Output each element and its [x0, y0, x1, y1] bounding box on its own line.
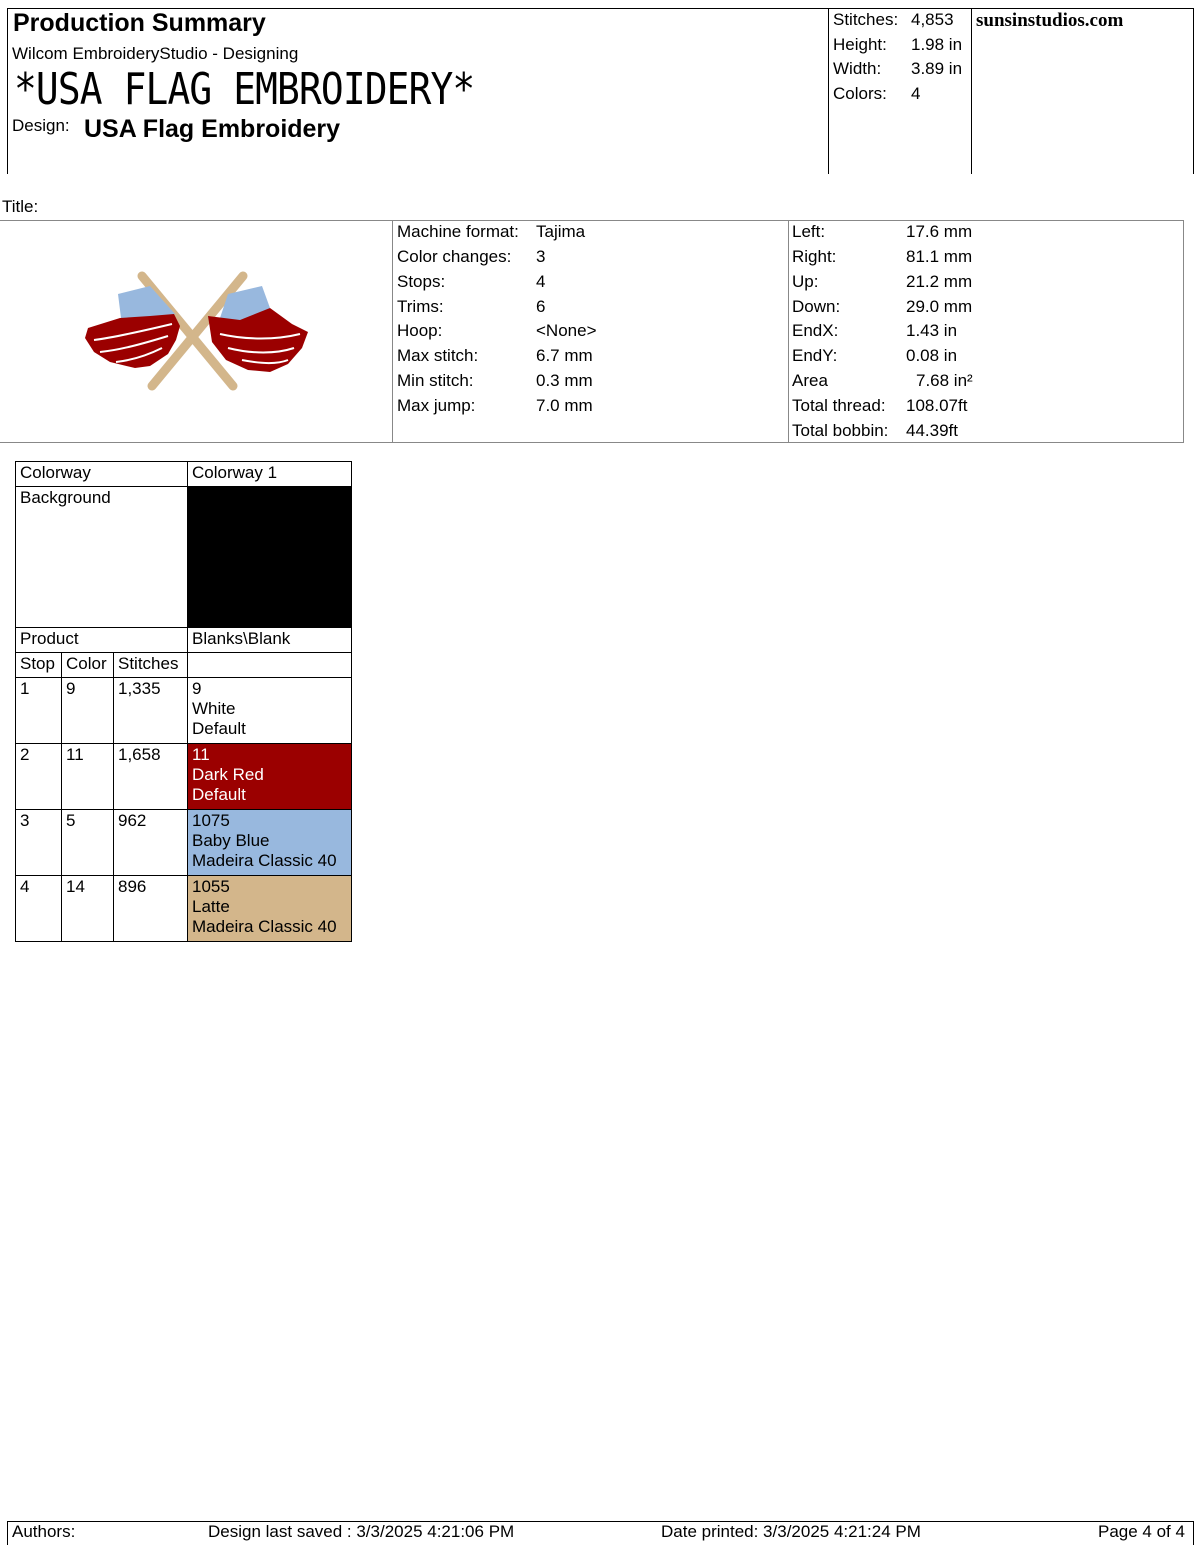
endx-label: EndX: [792, 321, 839, 340]
stat-height-value: 1.98 in [911, 35, 963, 54]
stat-width-value: 3.89 in [911, 59, 963, 78]
design-preview-image [80, 268, 315, 394]
left-value: 17.6 mm [906, 222, 973, 241]
stat-colors-value: 4 [911, 84, 921, 103]
machine-format-value: Tajima [536, 222, 586, 241]
row-color: 11 [62, 744, 114, 810]
thread-name: Baby Blue [192, 831, 270, 850]
row-stitches: 1,658 [114, 744, 188, 810]
footer-authors: Authors: [12, 1522, 76, 1541]
up-value: 21.2 mm [906, 272, 973, 291]
report-title: Production Summary [13, 9, 266, 37]
design-label: Design: [12, 116, 70, 135]
color-changes-value: 3 [536, 247, 546, 266]
table-row [16, 810, 352, 876]
row-stop: 2 [16, 744, 62, 810]
background-swatch [188, 487, 352, 628]
background-label: Background [16, 487, 188, 628]
row-stop: 3 [16, 810, 62, 876]
down-value: 29.0 mm [906, 297, 973, 316]
area-value: 7.68 in² [916, 371, 973, 390]
endy-label: EndY: [792, 346, 838, 365]
thread-swatch [188, 744, 352, 810]
column-header-color: Color [62, 653, 114, 678]
hoop-label: Hoop: [397, 321, 443, 340]
total-bobbin-value: 44.39ft [906, 421, 958, 440]
header-divider [828, 8, 829, 174]
colorway-header-value: Colorway 1 [188, 462, 352, 487]
header-divider [971, 8, 972, 174]
thread-code: 1075 [192, 811, 230, 830]
trims-label: Trims: [397, 297, 444, 316]
footer-box [7, 1521, 1194, 1545]
row-color: 9 [62, 678, 114, 744]
total-thread-label: Total thread: [792, 396, 886, 415]
thread-code: 11 [192, 745, 210, 764]
total-bobbin-label: Total bobbin: [792, 421, 889, 440]
stops-label: Stops: [397, 272, 446, 291]
area-label: Area [792, 371, 828, 390]
info-divider [392, 220, 393, 443]
machine-format-label: Machine format: [397, 222, 519, 241]
column-header-stitches: Stitches [114, 653, 188, 678]
column-header-stop: Stop [16, 653, 62, 678]
total-thread-value: 108.07ft [906, 396, 968, 415]
thread-name: White [192, 699, 236, 718]
stat-stitches-label: Stitches: [833, 10, 899, 29]
max-jump-label: Max jump: [397, 396, 476, 415]
max-stitch-label: Max stitch: [397, 346, 479, 365]
row-stitches: 896 [114, 876, 188, 942]
right-value: 81.1 mm [906, 247, 973, 266]
footer-page-number: Page 4 of 4 [1098, 1522, 1185, 1541]
design-display-name: *USA FLAG EMBROIDERY* [14, 64, 475, 115]
thread-chart: Madeira Classic 40 [192, 917, 337, 936]
min-stitch-value: 0.3 mm [536, 371, 593, 390]
up-label: Up: [792, 272, 819, 291]
product-value: Blanks\Blank [188, 628, 352, 653]
stat-colors-label: Colors: [833, 84, 887, 103]
row-stitches: 962 [114, 810, 188, 876]
design-name: USA Flag Embroidery [84, 115, 341, 143]
thread-code: 1055 [192, 877, 230, 896]
stops-value: 4 [536, 272, 546, 291]
endx-value: 1.43 in [906, 321, 958, 340]
thread-name: Latte [192, 897, 230, 916]
info-divider [788, 220, 789, 443]
footer-last-saved: Design last saved : 3/3/2025 4:21:06 PM [208, 1522, 515, 1541]
stat-height-label: Height: [833, 35, 887, 54]
colorway-header-label: Colorway [16, 462, 188, 487]
down-label: Down: [792, 297, 841, 316]
product-label: Product [16, 628, 188, 653]
website-text: sunsinstudios.com [976, 10, 1124, 31]
thread-swatch [188, 876, 352, 942]
color-changes-label: Color changes: [397, 247, 512, 266]
right-label: Right: [792, 247, 837, 266]
footer-date-printed: Date printed: 3/3/2025 4:21:24 PM [661, 1522, 921, 1541]
stat-stitches-value: 4,853 [911, 10, 954, 29]
thread-chart: Default [192, 785, 246, 804]
trims-value: 6 [536, 297, 546, 316]
row-stitches: 1,335 [114, 678, 188, 744]
row-stop: 1 [16, 678, 62, 744]
thread-code: 9 [192, 679, 202, 698]
max-stitch-value: 6.7 mm [536, 346, 593, 365]
table-row [16, 876, 352, 942]
thread-chart: Default [192, 719, 246, 738]
thread-name: Dark Red [192, 765, 264, 784]
stat-width-label: Width: [833, 59, 882, 78]
title-label: Title: [2, 197, 39, 216]
column-header-thread [188, 653, 352, 678]
hoop-value: <None> [536, 321, 597, 340]
row-color: 14 [62, 876, 114, 942]
max-jump-value: 7.0 mm [536, 396, 593, 415]
row-stop: 4 [16, 876, 62, 942]
table-row [16, 678, 352, 744]
thread-chart: Madeira Classic 40 [192, 851, 337, 870]
software-subtitle: Wilcom EmbroideryStudio - Designing [12, 44, 299, 63]
table-row [16, 744, 352, 810]
thread-swatch [188, 810, 352, 876]
row-color: 5 [62, 810, 114, 876]
min-stitch-label: Min stitch: [397, 371, 474, 390]
left-label: Left: [792, 222, 826, 241]
thread-swatch [188, 678, 352, 744]
colorway-table [15, 461, 352, 942]
endy-value: 0.08 in [906, 346, 958, 365]
